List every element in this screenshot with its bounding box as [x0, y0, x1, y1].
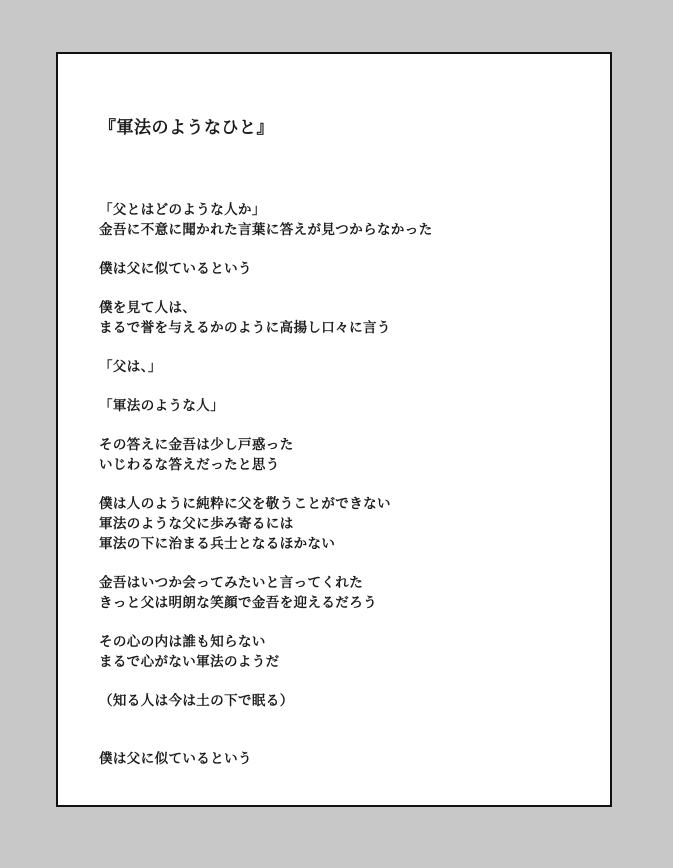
- paper-sheet: [56, 52, 612, 807]
- stanza-6: [99, 435, 433, 475]
- poem-line: 僕を見て人は、: [99, 300, 197, 316]
- stanza-4: [99, 357, 433, 377]
- stanza-7: [99, 494, 433, 554]
- poem-line: 金吾はいつか会ってみたいと言ってくれた: [99, 575, 364, 591]
- stanza-10: [99, 691, 433, 711]
- stanza-3: [99, 298, 433, 338]
- poem-line: 「軍法のような人」: [99, 398, 225, 414]
- poem-line: 「父とはどのような人か」: [99, 202, 266, 218]
- poem-line: 僕は父に似ているという: [99, 751, 252, 767]
- poem-line: 僕は父に似ているという: [99, 261, 252, 277]
- stanza-11: [99, 749, 433, 769]
- poem-body: [99, 200, 433, 788]
- poem-line: まるで誉を与えるかのように高揚し口々に言う: [99, 320, 391, 336]
- poem-line: いじわるな答えだったと思う: [99, 457, 280, 473]
- poem-line: 軍法の下に治まる兵士となるほかない: [99, 536, 336, 552]
- poem-line: （知る人は今は土の下で眠る）: [99, 693, 294, 709]
- stanza-5: [99, 396, 433, 416]
- poem-line: 僕は人のように純粋に父を敬うことができない: [99, 496, 391, 512]
- poem-line: 金吾に不意に聞かれた言葉に答えが見つからなかった: [99, 222, 433, 238]
- poem-line: 「父は、」: [99, 359, 162, 375]
- poem-line: その答えに金吾は少し戸惑った: [99, 437, 294, 453]
- stanza-2: [99, 259, 433, 279]
- poem-line: きっと父は明朗な笑顔で金吾を迎えるだろう: [99, 595, 377, 611]
- poem-title: 『軍法のようなひと』: [99, 118, 274, 138]
- stanza-1: [99, 200, 433, 240]
- stanza-9: [99, 632, 433, 672]
- stanza-8: [99, 573, 433, 613]
- poem-line: その心の内は誰も知らない: [99, 634, 266, 650]
- poem-line: まるで心がない軍法のようだ: [99, 654, 280, 670]
- poem-line: 軍法のような父に歩み寄るには: [99, 516, 294, 532]
